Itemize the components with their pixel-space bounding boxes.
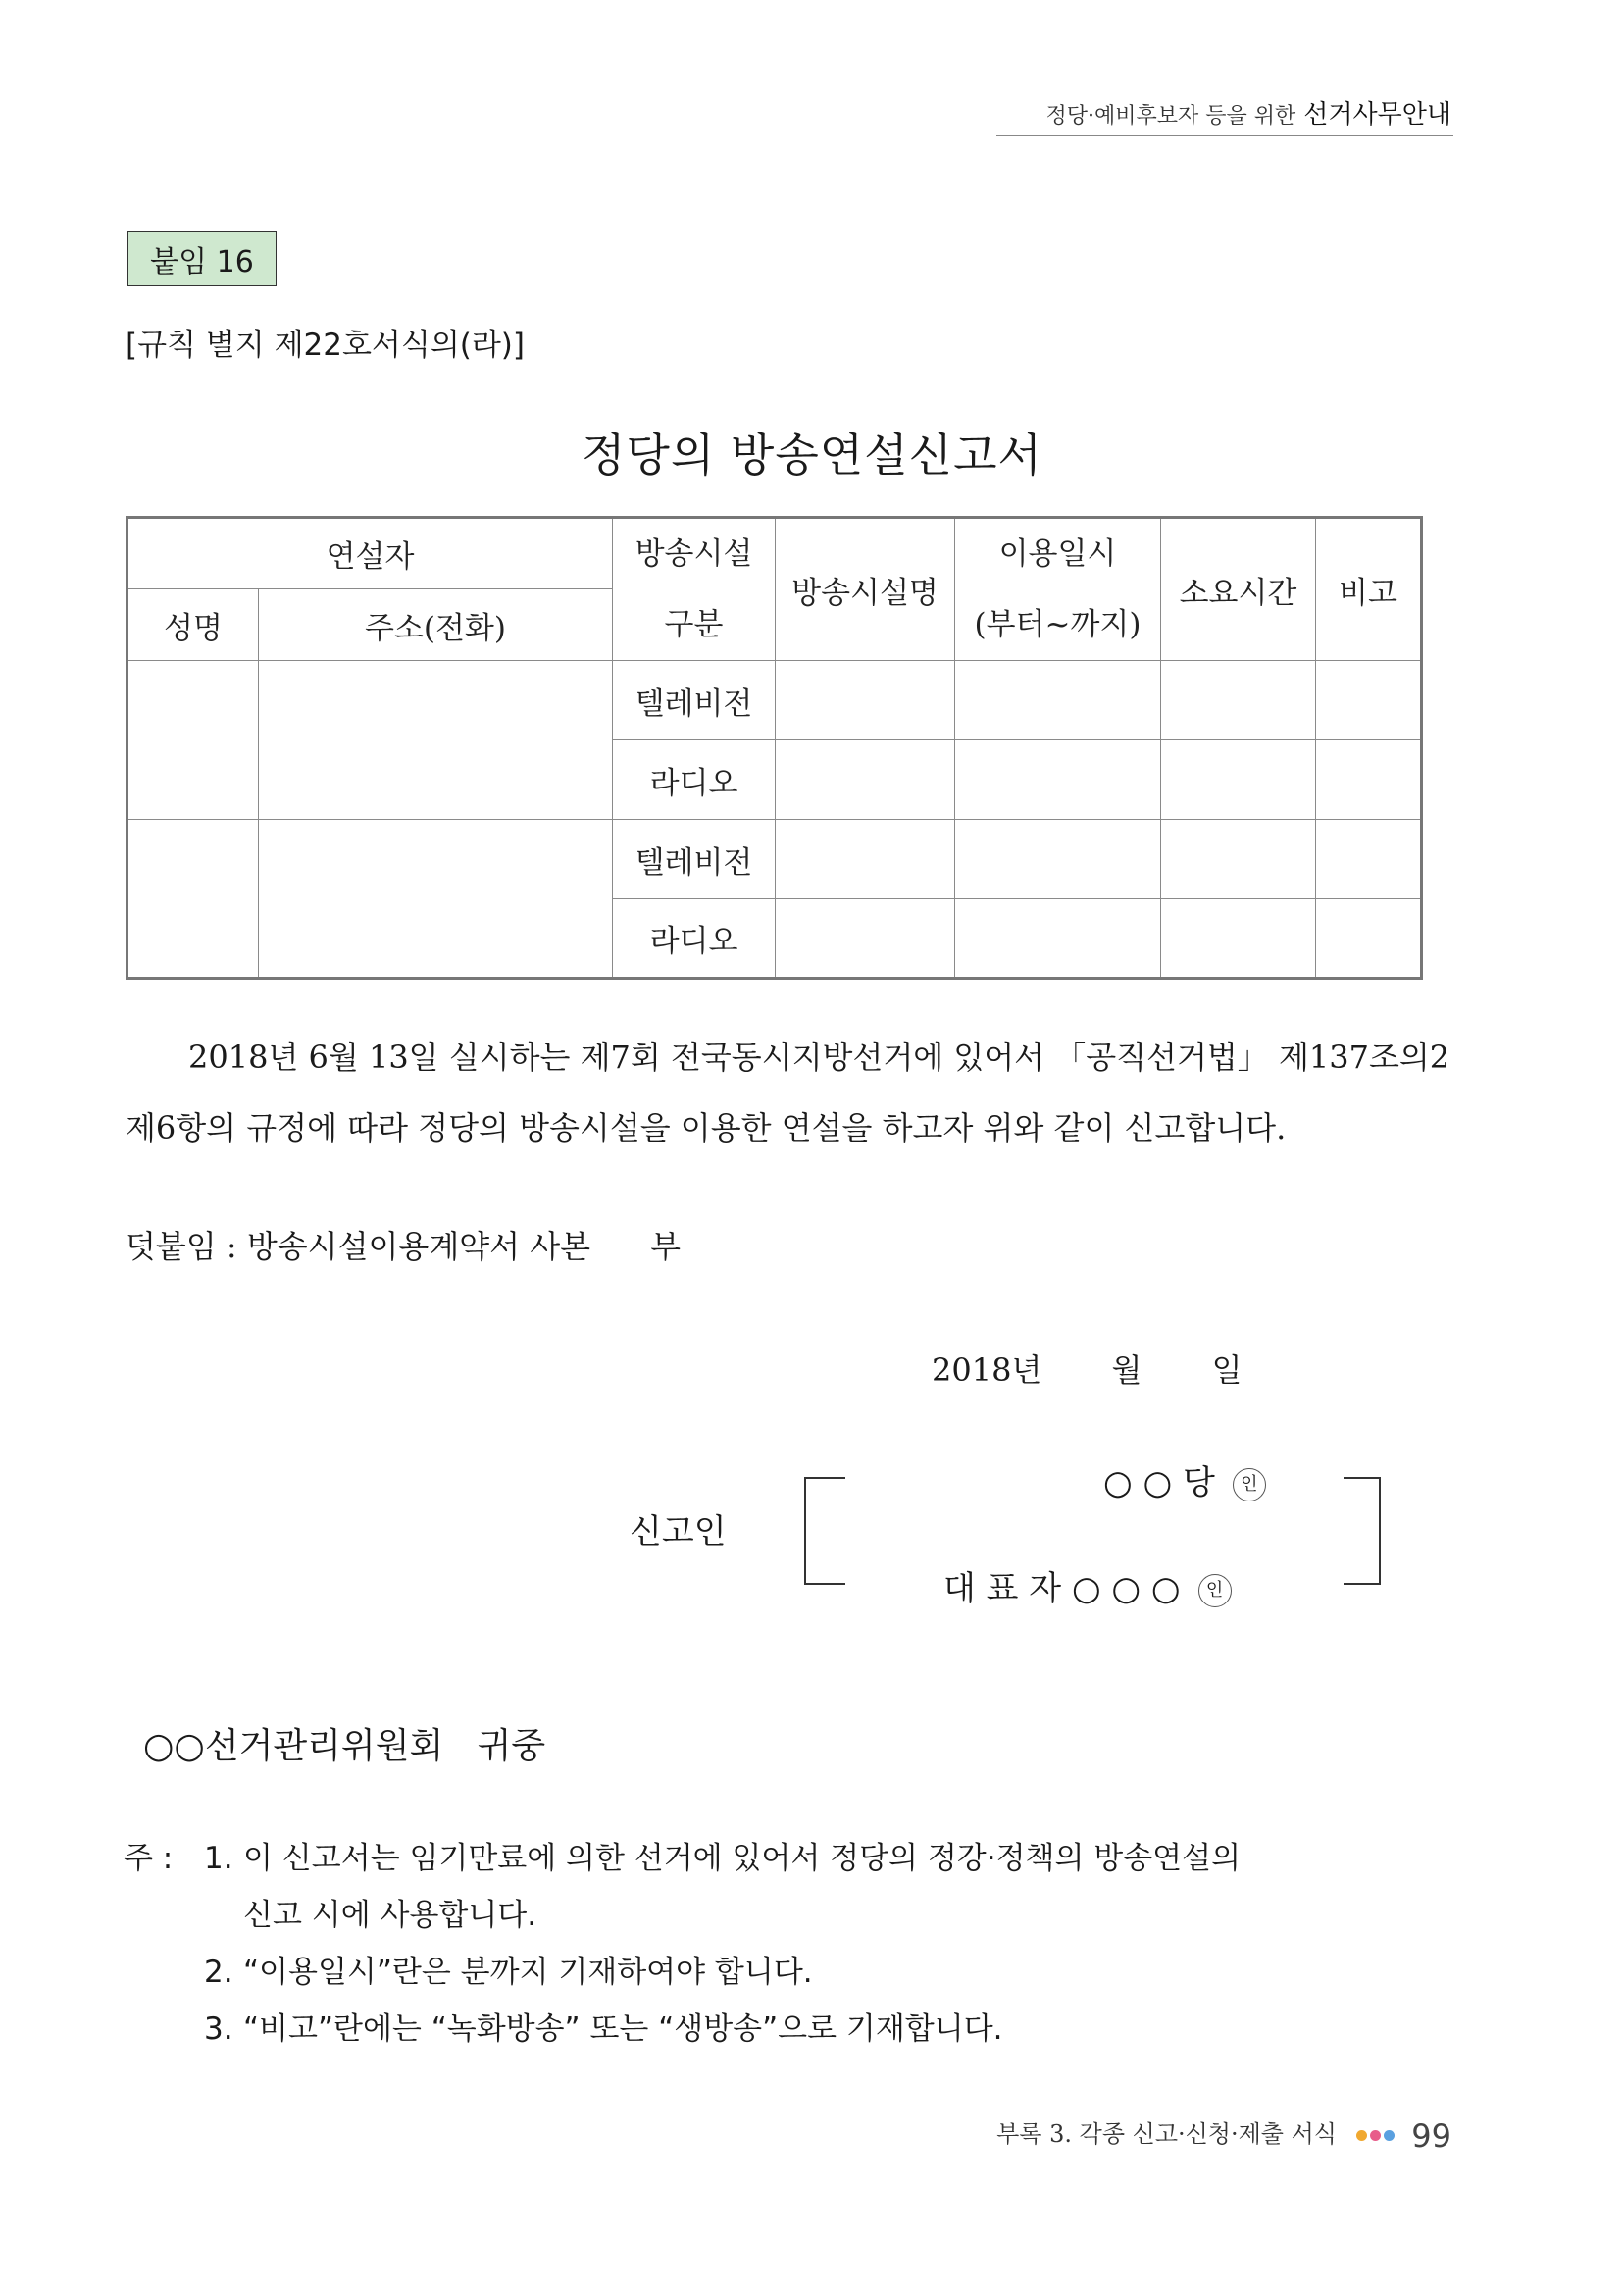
seal-icon: 인 — [1198, 1574, 1232, 1607]
address-cell[interactable] — [259, 820, 613, 979]
duration-cell[interactable] — [1161, 899, 1316, 979]
note-item — [124, 1830, 1477, 1887]
footer-dot-icon — [1370, 2130, 1381, 2141]
name-header: 성명 — [127, 589, 259, 661]
footer-dot-icon — [1384, 2130, 1395, 2141]
note-text: 이 신고서는 임기만료에 의한 선거에 있어서 정당의 정강·정책의 방송연설의 — [243, 1841, 1242, 1876]
duration-cell[interactable] — [1161, 820, 1316, 899]
datetime-line2: (부터~까지) — [974, 607, 1142, 642]
name-cell[interactable] — [127, 820, 259, 979]
datetime-line1: 이용일시 — [998, 536, 1117, 572]
datetime-cell[interactable] — [955, 899, 1161, 979]
datetime-cell[interactable] — [955, 740, 1161, 820]
address-cell[interactable] — [259, 661, 613, 820]
addressee: ○○선거관리위원회 귀중 — [143, 1726, 546, 1766]
datetime-cell[interactable] — [955, 820, 1161, 899]
note-text: “비고”란에는 “녹화방송” 또는 “생방송”으로 기재합니다. — [243, 2011, 1003, 2047]
table-row — [127, 661, 1422, 740]
reporter-label: 신고인 — [630, 1512, 727, 1551]
remarks-cell[interactable] — [1316, 661, 1422, 740]
address-header: 주소(전화) — [259, 589, 613, 661]
facility-type-line1: 방송시설 — [634, 536, 753, 572]
page-footer — [996, 2114, 1451, 2155]
facility-name-cell[interactable] — [776, 820, 955, 899]
remarks-cell[interactable] — [1316, 820, 1422, 899]
facility-type-cell: 텔레비전 — [613, 661, 776, 740]
running-header — [1046, 94, 1451, 130]
report-form-table — [126, 516, 1423, 980]
footer-text: 부록 3. 각종 신고·신청·제출 서식 — [996, 2120, 1337, 2148]
note-text: 신고 시에 사용합니다. — [243, 1898, 537, 1933]
page-number: 99 — [1411, 2116, 1451, 2155]
note-item-continuation — [124, 1887, 1477, 1944]
attachment-line: 덧붙임 : 방송시설이용계약서 사본 부 — [126, 1228, 682, 1265]
facility-name-cell[interactable] — [776, 740, 955, 820]
table-row — [127, 820, 1422, 899]
duration-cell[interactable] — [1161, 661, 1316, 740]
note-item — [124, 1944, 1477, 2001]
left-bracket — [804, 1477, 845, 1585]
header-rule — [996, 135, 1453, 136]
notes-lead: 주 : — [124, 1841, 174, 1876]
remarks-cell[interactable] — [1316, 740, 1422, 820]
facility-type-cell: 텔레비전 — [613, 820, 776, 899]
duration-cell[interactable] — [1161, 740, 1316, 820]
attachment-label: 붙임 16 — [127, 231, 277, 286]
document-title: 정당의 방송연설신고서 — [582, 429, 1042, 482]
facility-type-line2: 구분 — [664, 607, 724, 642]
note-number: 2. — [204, 1955, 233, 1990]
datetime-cell[interactable] — [955, 661, 1161, 740]
facility-type-cell: 라디오 — [613, 740, 776, 820]
right-bracket — [1344, 1477, 1381, 1585]
party-line — [1103, 1455, 1266, 1503]
running-header-strong: 선거사무안내 — [1303, 100, 1451, 129]
note-item — [124, 2001, 1477, 2058]
name-cell[interactable] — [127, 661, 259, 820]
footer-dot-icon — [1356, 2130, 1367, 2141]
representative-name: 대 표 자 ○ ○ ○ — [943, 1569, 1181, 1608]
declaration-paragraph — [126, 1022, 1459, 1163]
facility-name-header: 방송시설명 — [776, 518, 955, 661]
remarks-cell[interactable] — [1316, 899, 1422, 979]
remarks-header: 비고 — [1316, 518, 1422, 661]
note-text: “이용일시”란은 분까지 기재하여야 합니다. — [243, 1955, 813, 1990]
declaration-text: 2018년 6월 13일 실시하는 제7회 전국동시지방선거에 있어서 「공직선거법」 제137조의2 제6항의 규정에 따라 정당의 방송시설을 이용한 연설을 하고자 위와 같이 신고합니다. — [126, 1039, 1450, 1146]
running-header-text: 정당·예비후보자 등을 위한 — [1045, 104, 1296, 128]
representative-line — [943, 1561, 1232, 1609]
speaker-header: 연설자 — [127, 518, 613, 589]
date-line: 2018년 월 일 — [932, 1351, 1243, 1389]
note-number: 1. — [204, 1841, 233, 1876]
datetime-header — [955, 518, 1161, 661]
party-name: ○ ○ 당 — [1103, 1463, 1215, 1502]
duration-header: 소요시간 — [1161, 518, 1316, 661]
facility-name-cell[interactable] — [776, 899, 955, 979]
facility-type-header — [613, 518, 776, 661]
facility-name-cell[interactable] — [776, 661, 955, 740]
facility-type-cell: 라디오 — [613, 899, 776, 979]
rule-reference: [규칙 별지 제22호서식의(라)] — [126, 328, 525, 363]
seal-icon: 인 — [1233, 1468, 1266, 1501]
notes — [124, 1830, 1477, 2058]
note-number: 3. — [204, 2011, 233, 2047]
